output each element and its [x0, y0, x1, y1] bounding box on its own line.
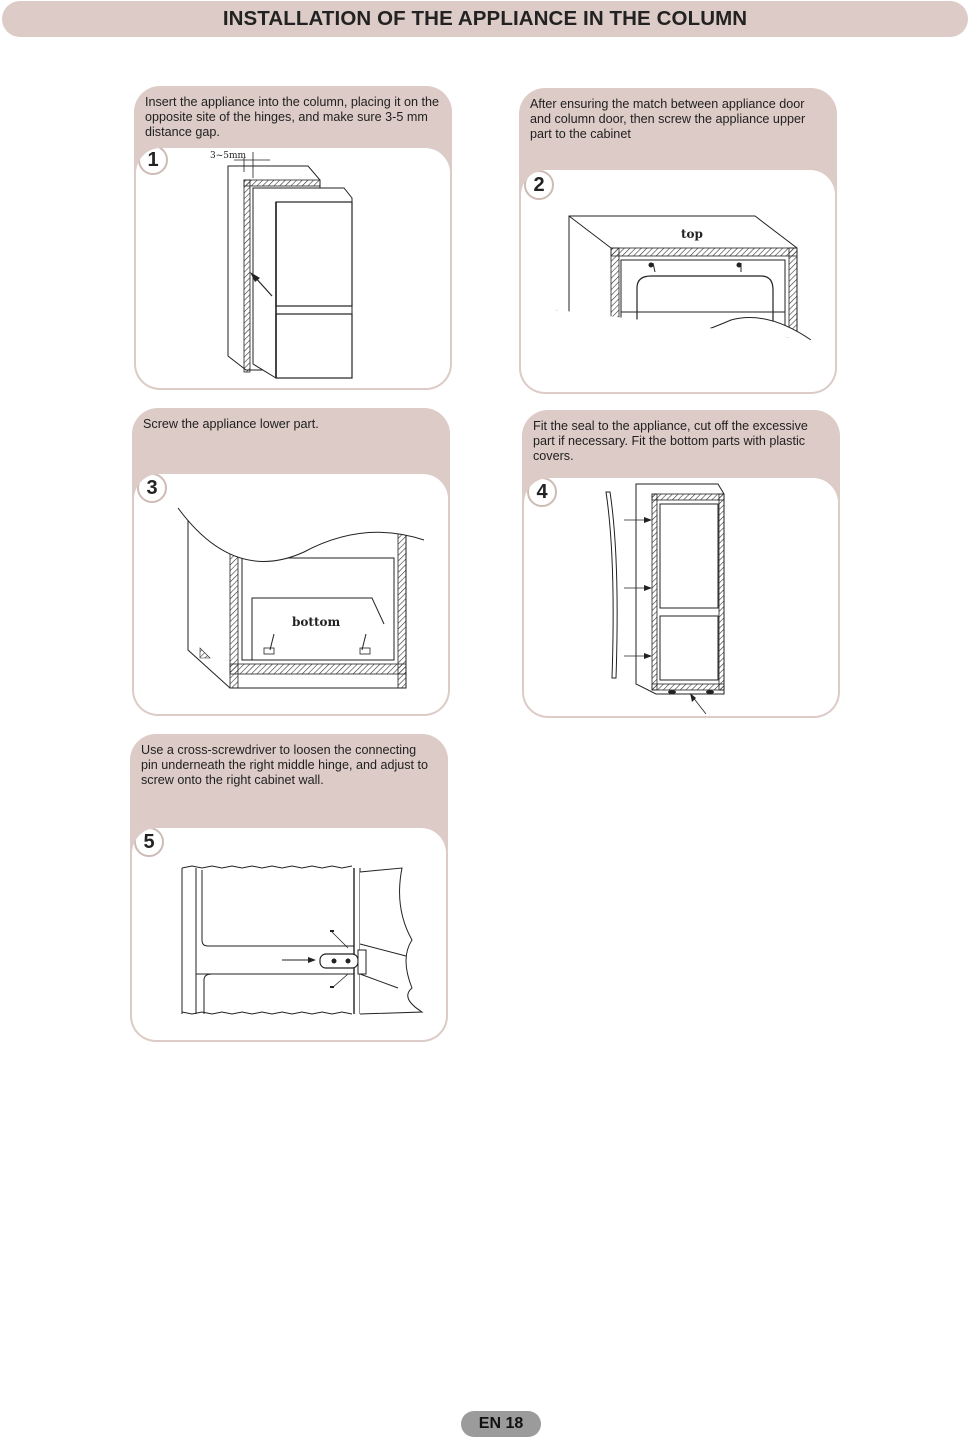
step-1-illustration-area [136, 148, 450, 388]
gap-label: 3~5mm [210, 151, 247, 161]
step-3-illustration-area [134, 474, 448, 714]
step-2-illustration [521, 170, 835, 392]
step-4-illustration [524, 478, 838, 716]
step-5-badge: 5 [134, 828, 164, 857]
step-3-illustration [134, 474, 448, 714]
step-2-card [519, 88, 837, 394]
step-5-illustration-area [132, 828, 446, 1040]
step-2-badge: 2 [524, 170, 554, 200]
step-2-text: After ensuring the match between appliance door and column door, then screw the appliance upper part to the cabinet [530, 97, 806, 142]
step-3-badge: 3 [137, 474, 167, 503]
step-1-illustration [136, 148, 450, 388]
step-4-illustration-area [524, 478, 838, 716]
step-4-text: Fit the seal to the appliance, cut off the excessive part if necessary. Fit the bottom parts with plastic covers. [533, 419, 808, 464]
top-label: top [681, 227, 703, 241]
step-4-card [522, 410, 840, 718]
step-1-card [134, 86, 452, 390]
page-title: INSTALLATION OF THE APPLIANCE IN THE COLUMN [222, 7, 748, 30]
step-3-card [132, 408, 450, 716]
step-3-text: Screw the appliance lower part. [143, 417, 319, 431]
step-5-card [130, 734, 448, 1042]
page-header [2, 1, 968, 37]
page-number-badge: EN 18 [461, 1411, 541, 1437]
step-4-badge: 4 [527, 478, 557, 507]
step-5-illustration [132, 828, 446, 1040]
bottom-label: bottom [292, 615, 341, 629]
step-1-badge: 1 [138, 148, 168, 175]
step-1-text: Insert the appliance into the column, placing it on the opposite site of the hinges, and make sure 3-5 mm distance gap. [145, 95, 440, 140]
step-2-illustration-area [521, 170, 835, 392]
step-5-text: Use a cross-screwdriver to loosen the connecting pin underneath the right middle hinge, and adjust to screw onto the right cabinet wall. [141, 743, 429, 788]
